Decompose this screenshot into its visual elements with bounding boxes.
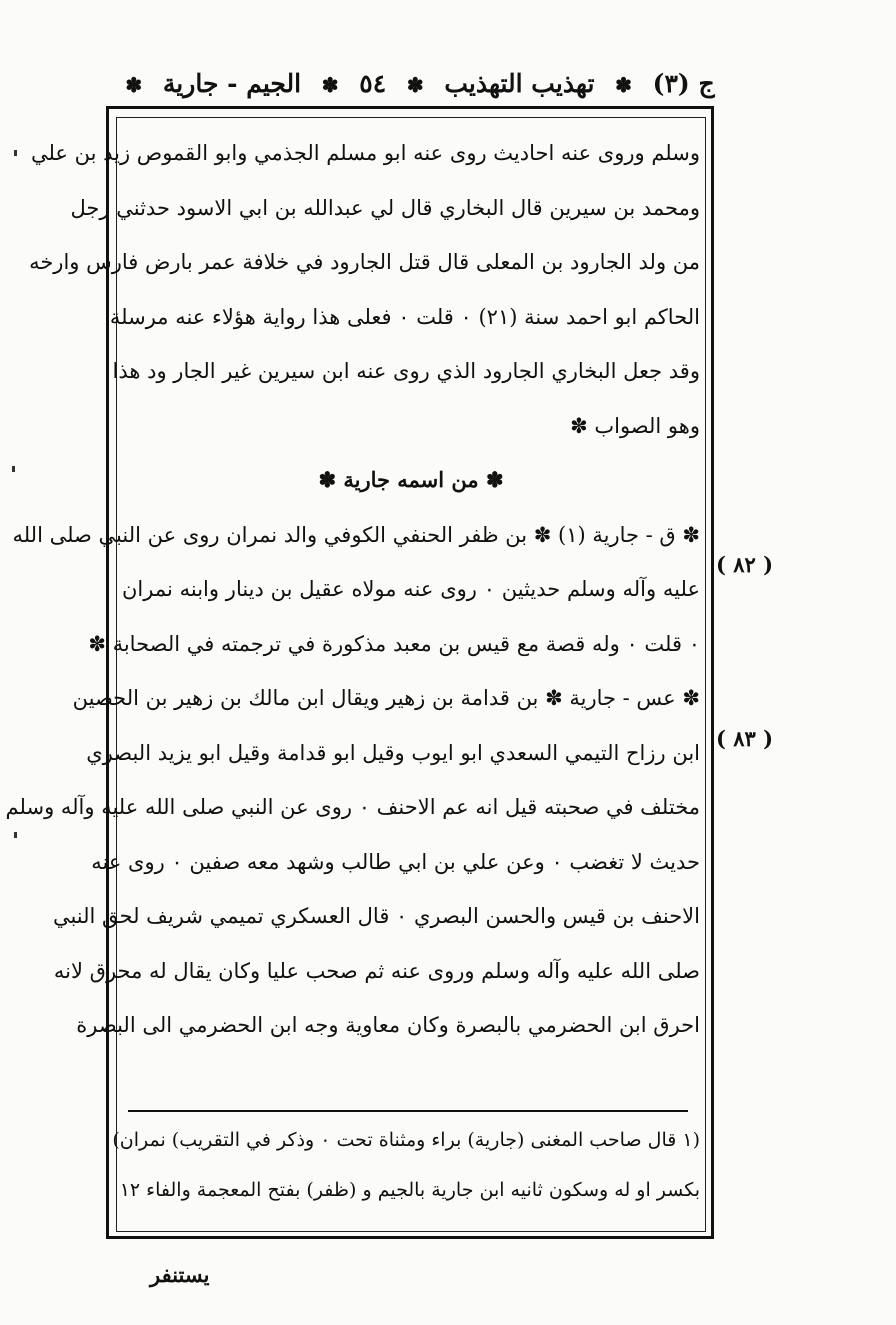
entry-82-start: ✽ ق - جارية (١) ✽ بن ظفر الحنفي الكوفي والد نمران روى عن النبي صلى الله	[12, 522, 700, 547]
volume-number: ج (٣)	[652, 69, 715, 98]
section-heading: ✽ من اسمه جارية ✽	[318, 467, 504, 492]
entry-number-83: ( ٨٣ )	[716, 726, 774, 751]
footnote-line: بكسر او له وسكون ثانيه ابن جارية بالجيم و (ظفر) بفتح المعجمة والفاء ١٢	[119, 1179, 700, 1201]
text-line: احرق ابن الحضرمي بالبصرة وكان معاوية وجه ابن الحضرمي الى البصرة	[76, 1013, 700, 1037]
scan-speck	[14, 150, 17, 156]
text-line: مختلف في صحبته قيل انه عم الاحنف ٠ روى عن النبي صلى الله عليه وآله وسلم	[5, 795, 700, 819]
section-title: الجيم - جارية	[162, 69, 302, 98]
scan-speck	[12, 466, 15, 472]
text-line: ومحمد بن سيرين قال البخاري قال لي عبدالله بن ابي الاسود حدثني رجل	[70, 195, 700, 220]
text-line: وهو الصواب ✽	[570, 413, 700, 438]
footnote-line: (١ قال صاحب المغنى (جارية) براء ومثناة تحت ٠ وذكر في التقريب) نمران)	[112, 1129, 700, 1151]
ornament-icon: ✽	[125, 73, 143, 97]
entry-number-82: ( ٨٢ )	[716, 552, 774, 577]
text-line: عليه وآله وسلم حديثين ٠ روى عنه مولاه عقيل بن دينار وابنه نمران	[122, 577, 700, 601]
page-number: ٥٤	[359, 69, 387, 98]
text-line: وسلم وروى عنه احاديث روى عنه ابو مسلم الجذمي وابو القموص زيد بن علي	[30, 141, 700, 165]
text-line: حديث لا تغضب ٠ وعن علي بن ابي طالب وشهد معه صفين ٠ روى عنه	[91, 849, 700, 874]
ornament-icon: ✽	[321, 73, 339, 97]
text-line: صلى الله عليه وآله وسلم وروى عنه ثم صحب عليا وكان يقال له محرق لانه	[53, 958, 700, 983]
footnote-rule	[128, 1110, 688, 1112]
scan-speck	[14, 832, 17, 838]
text-line: وقد جعل البخاري الجارود الذي روى عنه ابن سيرين غير الجار ود هذا	[112, 359, 700, 383]
text-line: من ولد الجارود بن المعلى قال قتل الجارود في خلافة عمر بارض فارس وارخه	[29, 250, 700, 274]
text-line: الاحنف بن قيس والحسن البصري ٠ قال العسكري تميمي شريف لحق النبي	[52, 904, 700, 928]
ornament-icon: ✽	[615, 73, 632, 97]
text-line: الحاكم ابو احمد سنة (٢١) ٠ قلت ٠ فعلى هذا رواية هؤلاء عنه مرسلة	[109, 304, 700, 329]
body-text	[5, 126, 700, 1053]
ornament-icon: ✽	[406, 73, 424, 97]
text-line: ابن رزاح التيمي السعدي ابو ايوب وقيل ابو قدامة وقيل ابو يزيد البصري	[86, 740, 700, 765]
entry-83-start: ✽ عس - جارية ✽ بن قدامة بن زهير ويقال ابن مالك بن زهير بن الحصين	[72, 686, 700, 710]
book-title: تهذيب التهذيب	[444, 69, 595, 98]
text-line: ٠ قلت ٠ وله قصة مع قيس بن معبد مذكورة في ترجمته في الصحابة ✽	[88, 631, 700, 656]
running-header	[110, 62, 730, 106]
catchword: يستنفر	[150, 1262, 210, 1287]
